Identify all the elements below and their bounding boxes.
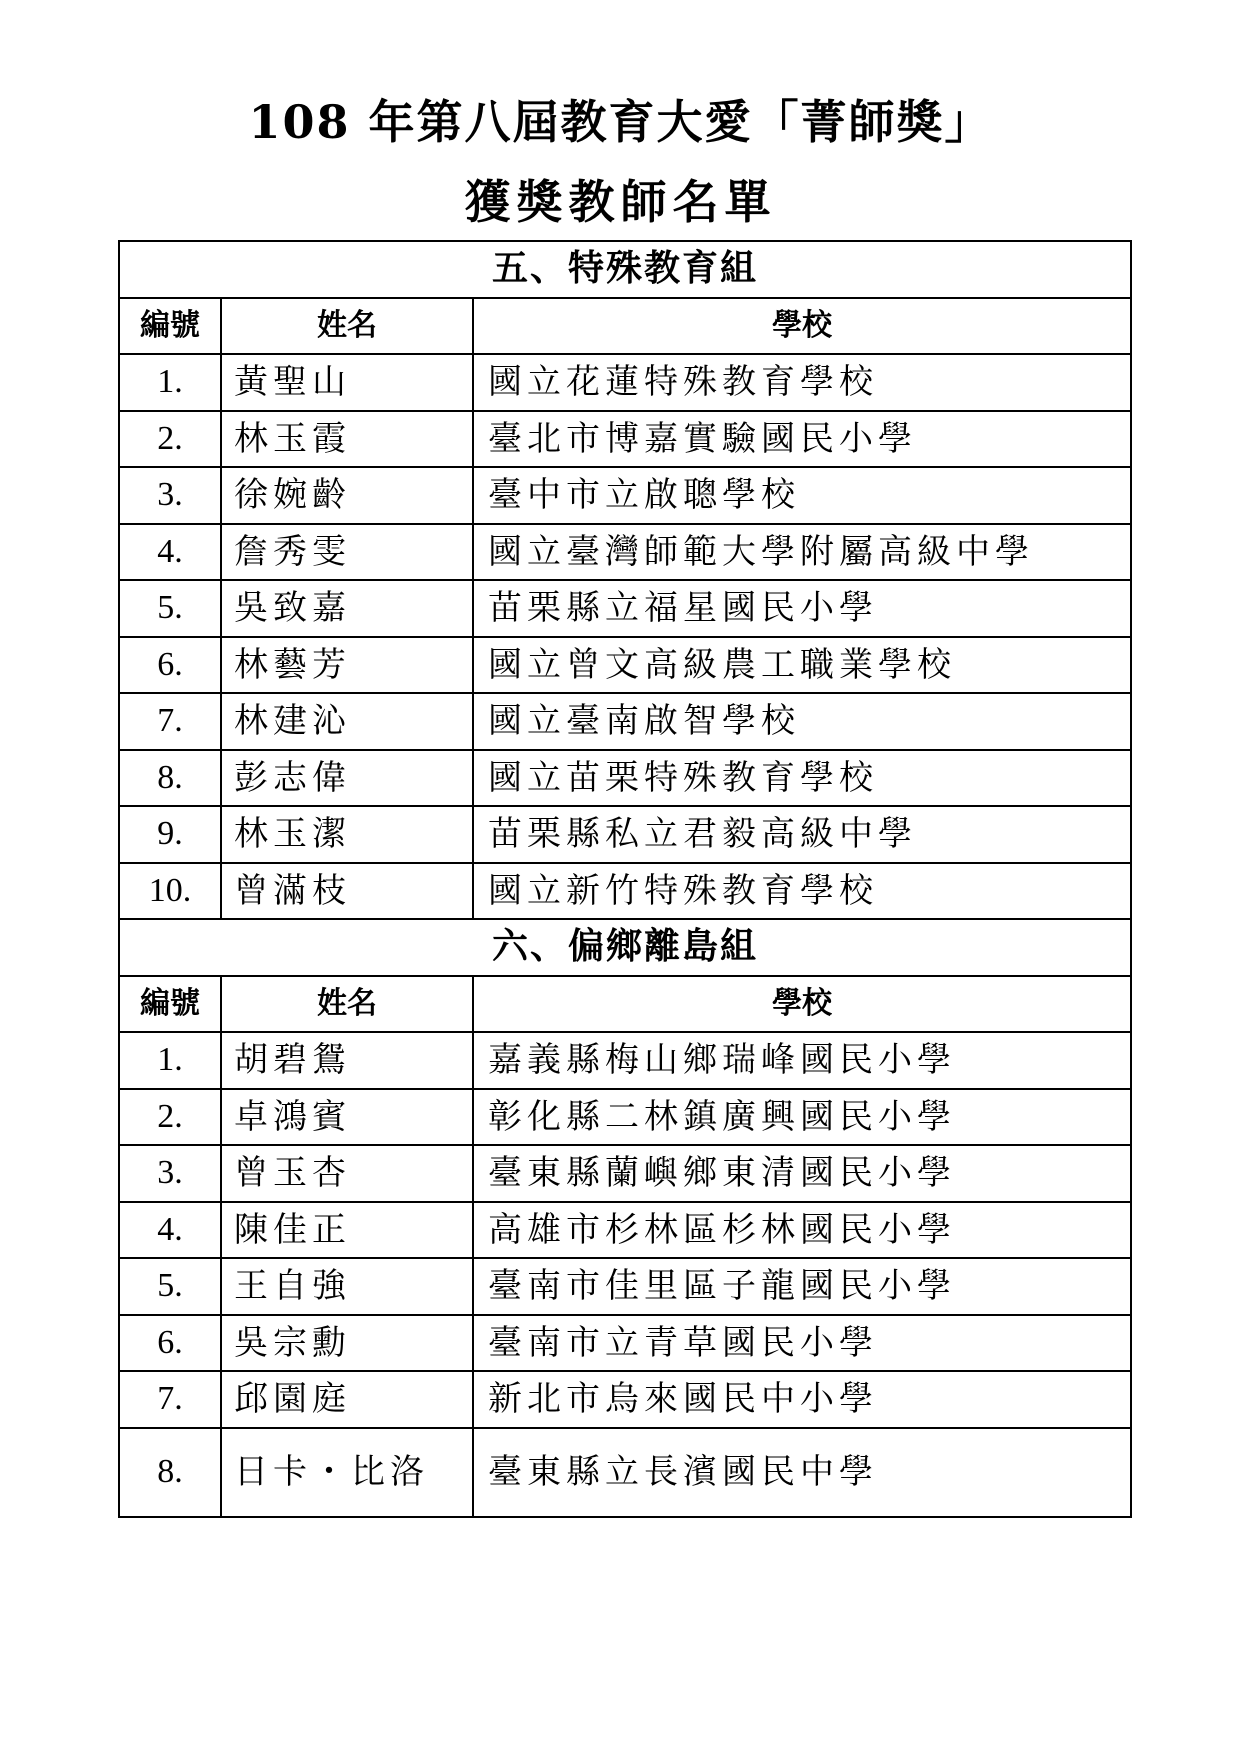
table-row (119, 1371, 1131, 1428)
school-name: 臺東縣立長濱國民中學 (473, 1428, 1131, 1517)
column-header-row (119, 976, 1131, 1033)
teacher-name: 邱園庭 (221, 1371, 473, 1428)
table-row (119, 524, 1131, 581)
row-number: 2. (119, 1089, 221, 1146)
teacher-name: 曾玉杏 (221, 1145, 473, 1202)
section-title: 六、偏鄉離島組 (119, 919, 1131, 976)
school-name: 嘉義縣梅山鄉瑞峰國民小學 (473, 1032, 1131, 1089)
table-row (119, 1202, 1131, 1259)
school-name: 高雄市杉林區杉林國民小學 (473, 1202, 1131, 1259)
teacher-name: 卓鴻賓 (221, 1089, 473, 1146)
column-header-row (119, 298, 1131, 355)
row-number: 2. (119, 411, 221, 468)
school-name: 國立花蓮特殊教育學校 (473, 354, 1131, 411)
table-row (119, 637, 1131, 694)
header-name: 姓名 (221, 976, 473, 1033)
row-number: 1. (119, 354, 221, 411)
table-row (119, 693, 1131, 750)
row-number: 9. (119, 806, 221, 863)
header-school: 學校 (473, 976, 1131, 1033)
teacher-name: 林玉霞 (221, 411, 473, 468)
school-name: 臺南市立青草國民小學 (473, 1315, 1131, 1372)
table-row (119, 1428, 1131, 1517)
teacher-name: 王自強 (221, 1258, 473, 1315)
school-name: 臺東縣蘭嶼鄉東清國民小學 (473, 1145, 1131, 1202)
row-number: 10. (119, 863, 221, 920)
table-row (119, 580, 1131, 637)
school-name: 國立臺灣師範大學附屬高級中學 (473, 524, 1131, 581)
school-name: 新北市烏來國民中小學 (473, 1371, 1131, 1428)
teacher-name: 徐婉齡 (221, 467, 473, 524)
table-row (119, 354, 1131, 411)
row-number: 8. (119, 750, 221, 807)
table-row (119, 1315, 1131, 1372)
row-number: 3. (119, 1145, 221, 1202)
teacher-name: 彭志偉 (221, 750, 473, 807)
teacher-name: 吳宗勳 (221, 1315, 473, 1372)
teacher-name: 曾滿枝 (221, 863, 473, 920)
school-name: 苗栗縣私立君毅高級中學 (473, 806, 1131, 863)
award-table-body (119, 241, 1131, 1517)
school-name: 臺南市佳里區子龍國民小學 (473, 1258, 1131, 1315)
teacher-name: 林建沁 (221, 693, 473, 750)
header-school: 學校 (473, 298, 1131, 355)
row-number: 5. (119, 1258, 221, 1315)
section-title-row (119, 241, 1131, 298)
document-subtitle: 獲獎教師名單 (464, 175, 777, 229)
section-title-row (119, 919, 1131, 976)
row-number: 8. (119, 1428, 221, 1517)
table-row (119, 411, 1131, 468)
teacher-name: 陳佳正 (221, 1202, 473, 1259)
row-number: 5. (119, 580, 221, 637)
document-title: 108 年第八屆教育大愛「菁師獎」 (248, 95, 993, 149)
header-number: 編號 (119, 298, 221, 355)
table-row (119, 467, 1131, 524)
row-number: 7. (119, 1371, 221, 1428)
row-number: 1. (119, 1032, 221, 1089)
school-name: 臺中市立啟聰學校 (473, 467, 1131, 524)
school-name: 苗栗縣立福星國民小學 (473, 580, 1131, 637)
award-table (118, 240, 1132, 1518)
row-number: 6. (119, 1315, 221, 1372)
teacher-name: 詹秀雯 (221, 524, 473, 581)
school-name: 國立苗栗特殊教育學校 (473, 750, 1131, 807)
table-row (119, 1089, 1131, 1146)
row-number: 7. (119, 693, 221, 750)
teacher-name: 吳致嘉 (221, 580, 473, 637)
school-name: 臺北市博嘉實驗國民小學 (473, 411, 1131, 468)
table-row (119, 806, 1131, 863)
teacher-name: 林藝芳 (221, 637, 473, 694)
table-row (119, 750, 1131, 807)
header-name: 姓名 (221, 298, 473, 355)
row-number: 4. (119, 1202, 221, 1259)
table-row (119, 1145, 1131, 1202)
school-name: 彰化縣二林鎮廣興國民小學 (473, 1089, 1131, 1146)
row-number: 4. (119, 524, 221, 581)
header-number: 編號 (119, 976, 221, 1033)
table-row (119, 1258, 1131, 1315)
table-row (119, 863, 1131, 920)
row-number: 6. (119, 637, 221, 694)
school-name: 國立新竹特殊教育學校 (473, 863, 1131, 920)
teacher-name: 林玉潔 (221, 806, 473, 863)
teacher-name: 黃聖山 (221, 354, 473, 411)
table-row (119, 1032, 1131, 1089)
teacher-name: 日卡・比洛 (221, 1428, 473, 1517)
school-name: 國立曾文高級農工職業學校 (473, 637, 1131, 694)
section-title: 五、特殊教育組 (119, 241, 1131, 298)
row-number: 3. (119, 467, 221, 524)
school-name: 國立臺南啟智學校 (473, 693, 1131, 750)
teacher-name: 胡碧鴛 (221, 1032, 473, 1089)
